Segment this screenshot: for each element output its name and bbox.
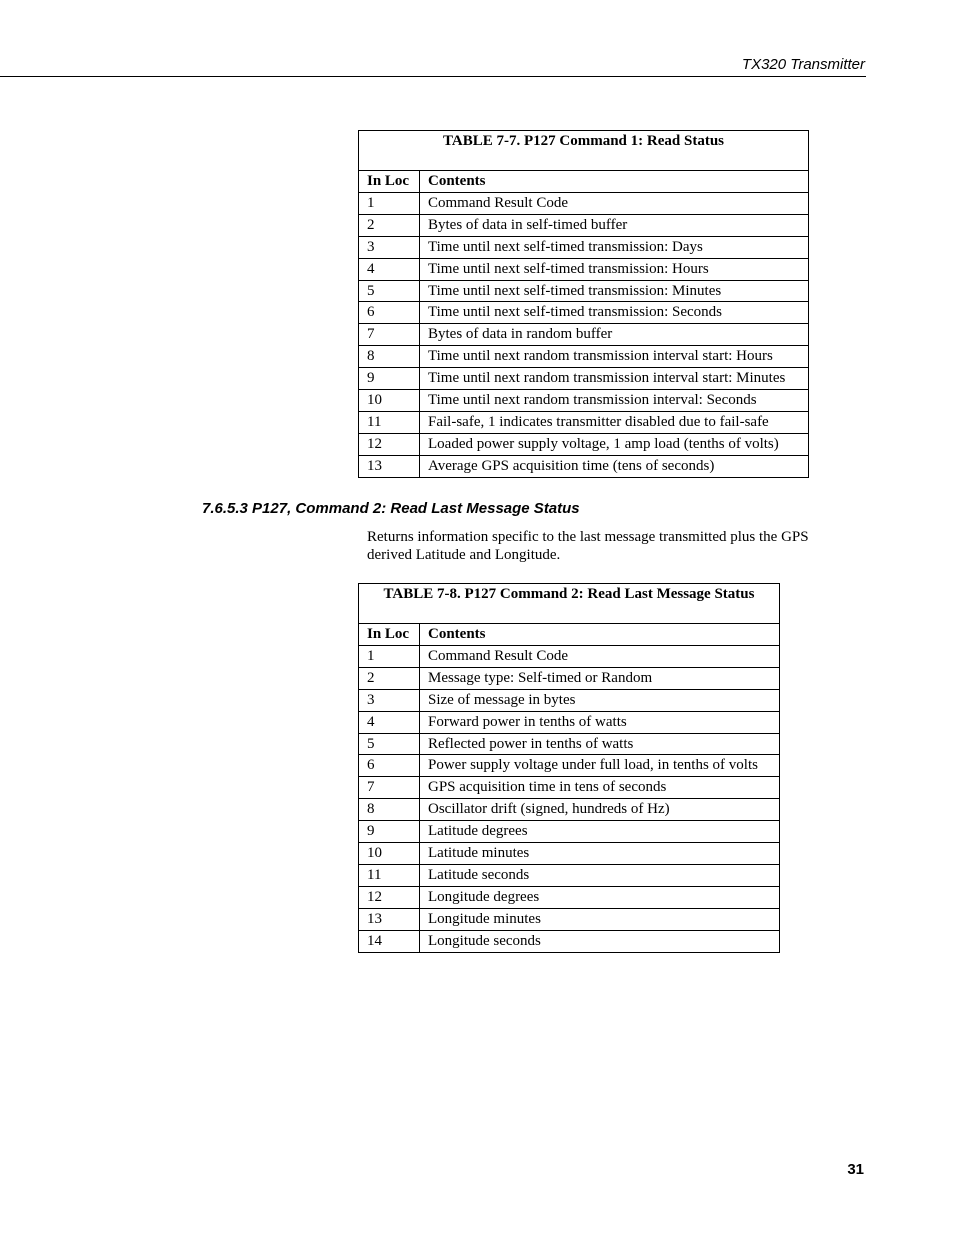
row-contents: Forward power in tenths of watts [420,711,780,733]
table-7-7-body [359,192,809,477]
row-loc: 4 [359,258,420,280]
row-contents: Loaded power supply voltage, 1 amp load (tenths of volts) [420,433,809,455]
table-row [359,433,809,455]
page-number: 31 [847,1161,864,1178]
table-7-7-col-contents: Contents [420,171,809,193]
row-loc: 1 [359,645,420,667]
table-row [359,346,809,368]
row-loc: 2 [359,214,420,236]
row-contents: Message type: Self-timed or Random [420,667,780,689]
row-loc: 13 [359,908,420,930]
row-loc: 8 [359,799,420,821]
row-contents: Reflected power in tenths of watts [420,733,780,755]
table-7-8-col-loc: In Loc [359,624,420,646]
row-loc: 12 [359,433,420,455]
row-loc: 3 [359,236,420,258]
table-7-8-col-contents: Contents [420,624,780,646]
table-row [359,711,780,733]
row-loc: 6 [359,302,420,324]
row-contents: Time until next random transmission interval start: Minutes [420,368,809,390]
row-contents: Longitude seconds [420,930,780,952]
table-row [359,689,780,711]
row-loc: 14 [359,930,420,952]
section-heading: 7.6.5.3 P127, Command 2: Read Last Message Status [202,500,580,517]
table-row [359,324,809,346]
row-contents: Size of message in bytes [420,689,780,711]
row-loc: 7 [359,324,420,346]
row-contents: Time until next random transmission interval start: Hours [420,346,809,368]
table-row [359,864,780,886]
table-row [359,280,809,302]
row-contents: Latitude seconds [420,864,780,886]
row-contents: Time until next self-timed transmission: Hours [420,258,809,280]
row-contents: Time until next random transmission interval: Seconds [420,390,809,412]
row-contents: Fail-safe, 1 indicates transmitter disabled due to fail-safe [420,411,809,433]
table-row [359,192,809,214]
table-row [359,390,809,412]
row-loc: 7 [359,777,420,799]
row-loc: 6 [359,755,420,777]
row-loc: 13 [359,455,420,477]
row-contents: Time until next self-timed transmission: Minutes [420,280,809,302]
row-contents: Longitude minutes [420,908,780,930]
row-contents: Oscillator drift (signed, hundreds of Hz) [420,799,780,821]
table-row [359,843,780,865]
table-7-7 [358,130,809,478]
table-row [359,368,809,390]
row-contents: Power supply voltage under full load, in tenths of volts [420,755,780,777]
table-7-7-caption: TABLE 7-7. P127 Command 1: Read Status [359,131,809,171]
table-row [359,821,780,843]
table-row [359,411,809,433]
row-loc: 5 [359,733,420,755]
row-loc: 1 [359,192,420,214]
table-7-8-body [359,645,780,952]
table-7-8-caption: TABLE 7-8. P127 Command 2: Read Last Message Status [359,584,780,624]
table-7-8 [358,583,780,953]
row-contents: Bytes of data in random buffer [420,324,809,346]
body-paragraph: Returns information specific to the last message transmitted plus the GPS derived Latitude and Longitude. [367,529,809,563]
row-contents: Latitude degrees [420,821,780,843]
running-header-title: TX320 Transmitter [741,56,865,73]
table-row [359,214,809,236]
table-row [359,886,780,908]
row-loc: 10 [359,390,420,412]
table-row [359,777,780,799]
row-loc: 5 [359,280,420,302]
row-contents: Time until next self-timed transmission: Seconds [420,302,809,324]
table-row [359,908,780,930]
row-contents: Longitude degrees [420,886,780,908]
row-contents: Latitude minutes [420,843,780,865]
row-loc: 9 [359,368,420,390]
table-row [359,667,780,689]
row-loc: 9 [359,821,420,843]
table-row [359,258,809,280]
row-loc: 12 [359,886,420,908]
row-contents: Average GPS acquisition time (tens of seconds) [420,455,809,477]
table-row [359,455,809,477]
row-loc: 4 [359,711,420,733]
row-loc: 10 [359,843,420,865]
table-row [359,302,809,324]
row-contents: GPS acquisition time in tens of seconds [420,777,780,799]
table-row [359,930,780,952]
row-contents: Command Result Code [420,645,780,667]
table-row [359,645,780,667]
row-loc: 2 [359,667,420,689]
table-row [359,799,780,821]
row-loc: 11 [359,864,420,886]
row-contents: Bytes of data in self-timed buffer [420,214,809,236]
table-row [359,733,780,755]
header-rule [0,76,866,77]
row-loc: 3 [359,689,420,711]
row-contents: Time until next self-timed transmission: Days [420,236,809,258]
row-contents: Command Result Code [420,192,809,214]
table-row [359,236,809,258]
row-loc: 8 [359,346,420,368]
table-7-7-col-loc: In Loc [359,171,420,193]
table-row [359,755,780,777]
row-loc: 11 [359,411,420,433]
